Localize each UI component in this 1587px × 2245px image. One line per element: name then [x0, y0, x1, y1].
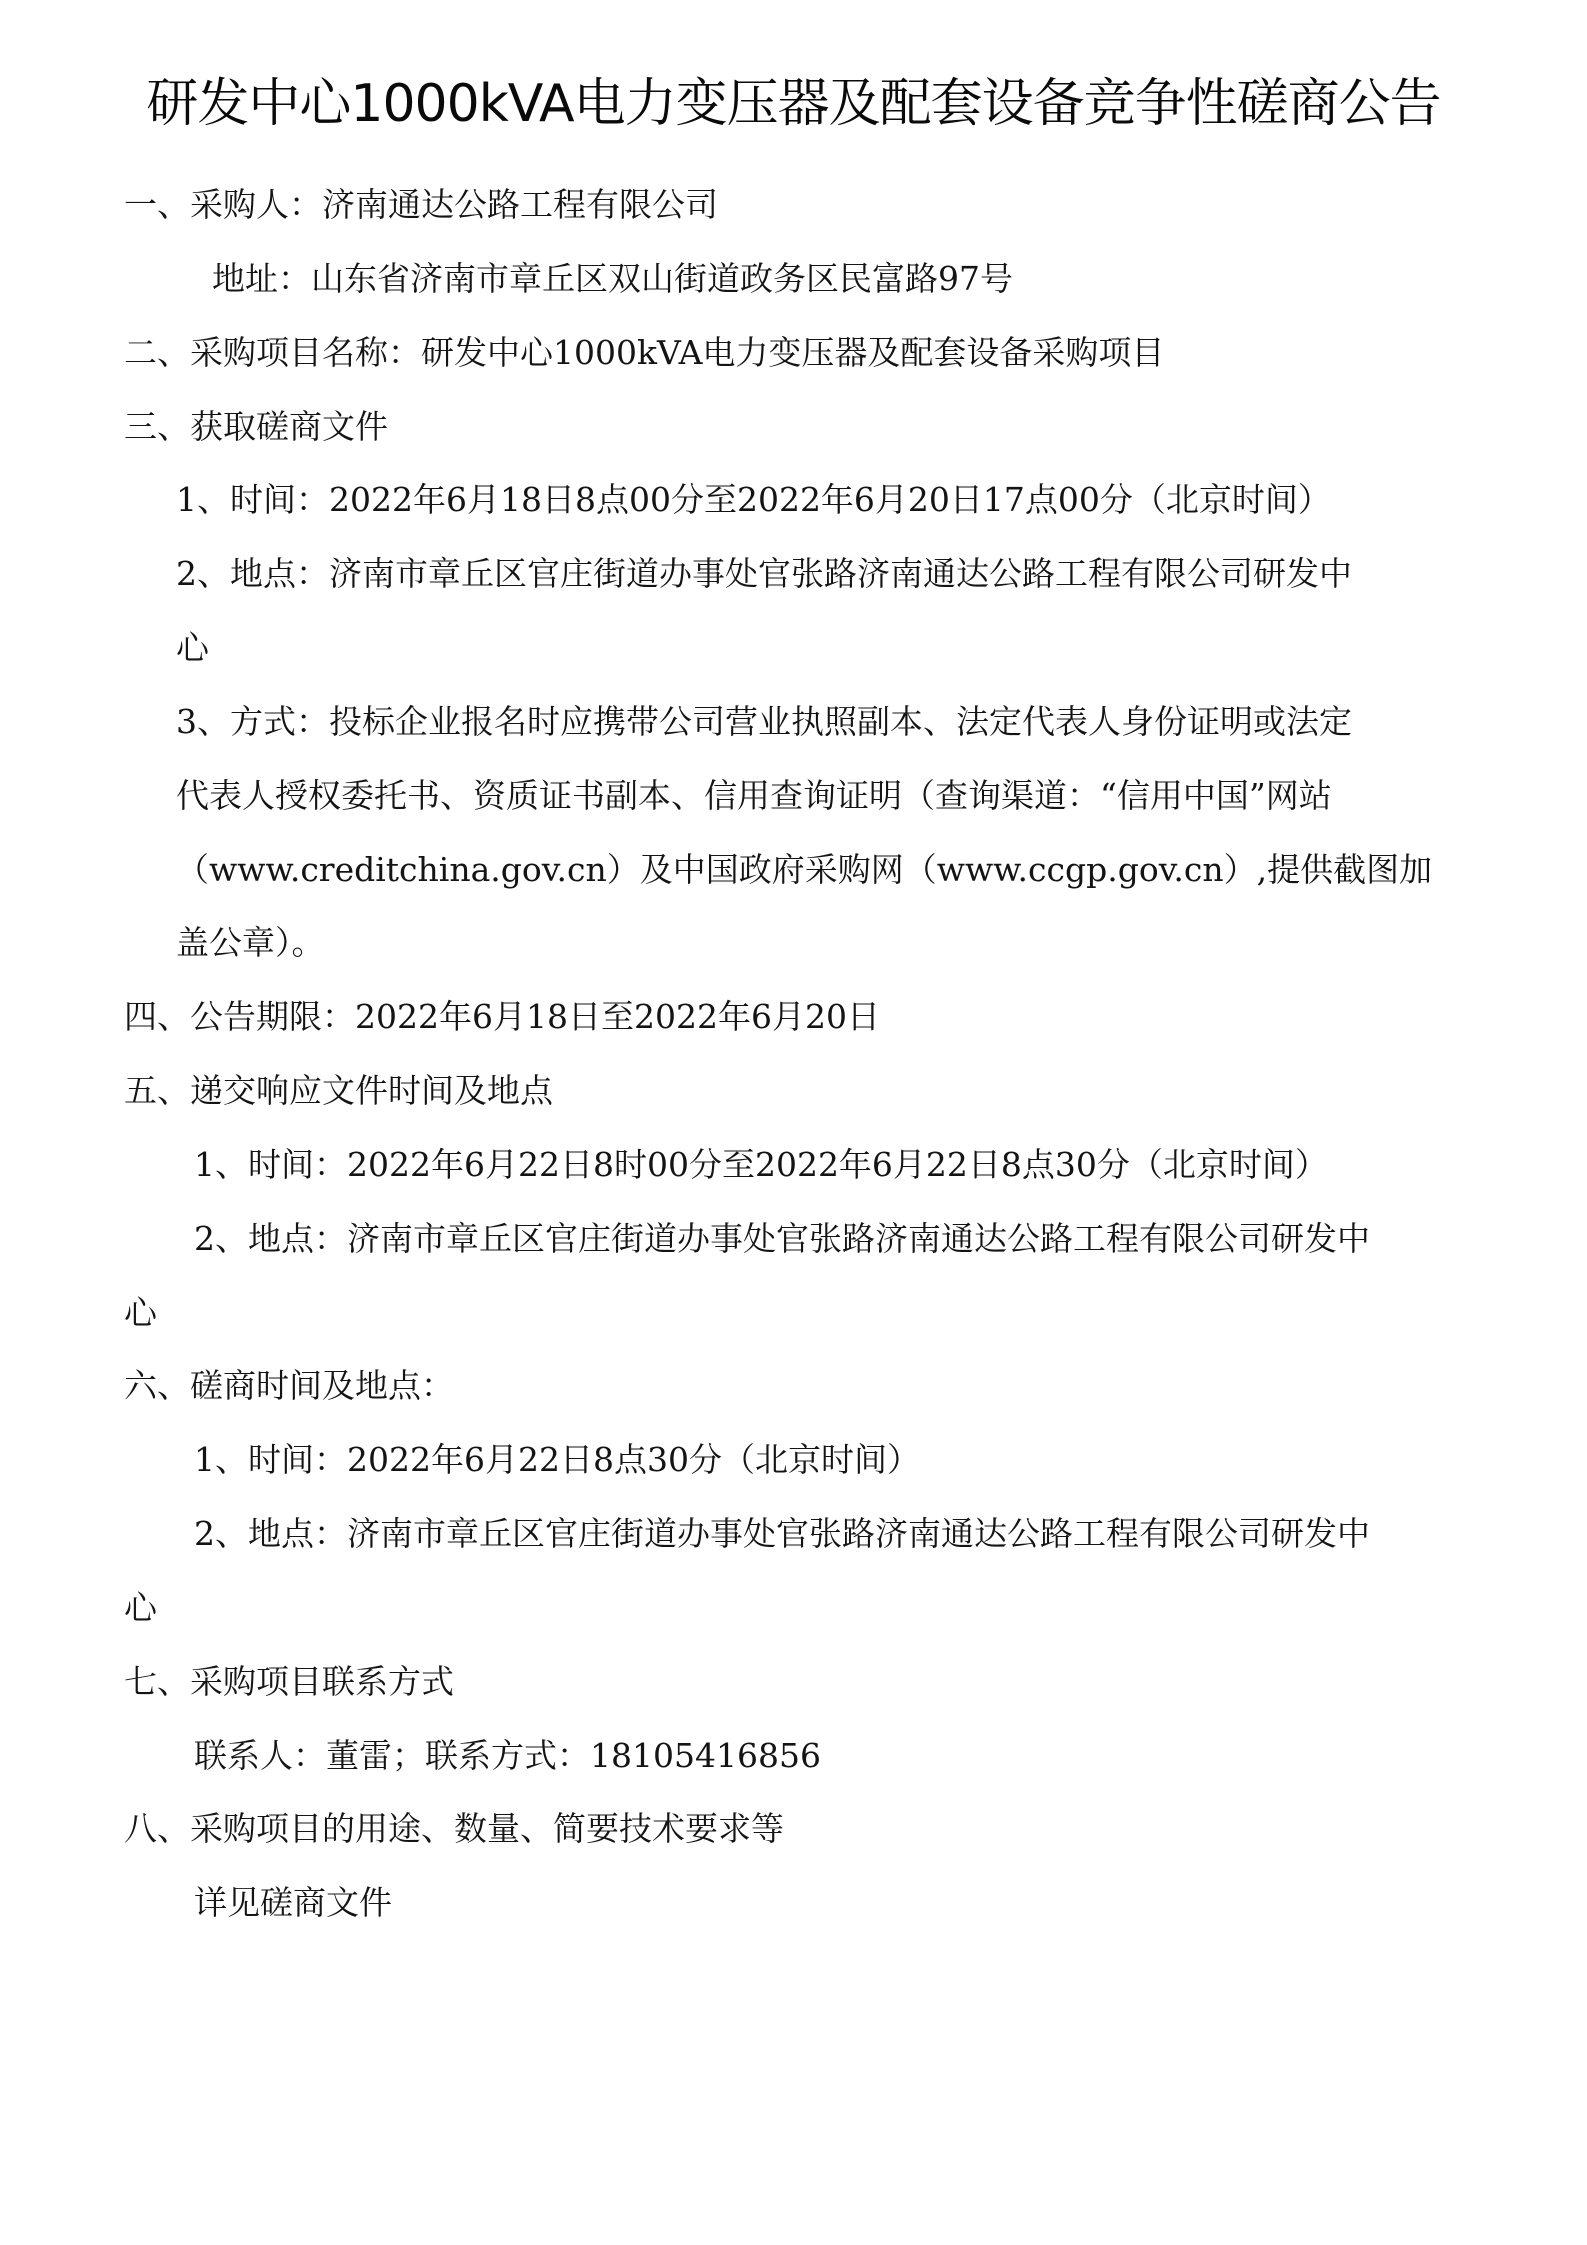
- document-title: 研发中心1000kVA电力变压器及配套设备竞争性磋商公告: [146, 74, 1441, 134]
- section-6-location-cont: 心: [124, 1588, 157, 1627]
- section-4-notice-period: 四、公告期限：2022年6月18日至2022年6月20日: [124, 997, 880, 1036]
- section-6-location: 2、地点：济南市章丘区官庄街道办事处官张路济南通达公路工程有限公司研发中: [194, 1514, 1370, 1553]
- section-3-method: 3、方式：投标企业报名时应携带公司营业执照副本、法定代表人身份证明或法定: [176, 702, 1352, 741]
- section-5-time: 1、时间：2022年6月22日8时00分至2022年6月22日8点30分（北京时间）: [194, 1145, 1328, 1184]
- section-5-heading: 五、递交响应文件时间及地点: [124, 1071, 553, 1110]
- section-3-location: 2、地点：济南市章丘区官庄街道办事处官张路济南通达公路工程有限公司研发中: [176, 554, 1352, 593]
- section-1-purchaser: 一、采购人：济南通达公路工程有限公司: [124, 185, 718, 224]
- section-7-heading: 七、采购项目联系方式: [124, 1662, 454, 1701]
- section-6-time: 1、时间：2022年6月22日8点30分（北京时间）: [194, 1440, 920, 1479]
- section-5-location: 2、地点：济南市章丘区官庄街道办事处官张路济南通达公路工程有限公司研发中: [194, 1219, 1370, 1258]
- section-5-location-cont: 心: [124, 1293, 157, 1332]
- section-3-method-cont-2: （www.creditchina.gov.cn）及中国政府采购网（www.ccgp.gov.cn）,提供截图加: [176, 850, 1433, 889]
- section-3-time: 1、时间：2022年6月18日8点00分至2022年6月20日17点00分（北京时间）: [176, 480, 1331, 519]
- section-7-contact: 联系人：董雷；联系方式：18105416856: [194, 1736, 821, 1775]
- section-6-heading: 六、磋商时间及地点：: [124, 1366, 454, 1405]
- purchaser-address: 地址：山东省济南市章丘区双山街道政务区民富路97号: [212, 259, 1013, 298]
- section-3-method-cont-1: 代表人授权委托书、资质证书副本、信用查询证明（查询渠道：“信用中国”网站: [176, 776, 1332, 815]
- section-3-location-cont: 心: [176, 628, 209, 667]
- section-3-method-cont-3: 盖公章）。: [176, 923, 325, 962]
- section-8-detail: 详见磋商文件: [194, 1883, 392, 1922]
- section-2-project-name: 二、采购项目名称：研发中心1000kVA电力变压器及配套设备采购项目: [124, 333, 1165, 372]
- section-3-heading: 三、获取磋商文件: [124, 407, 388, 446]
- section-8-heading: 八、采购项目的用途、数量、简要技术要求等: [124, 1809, 784, 1848]
